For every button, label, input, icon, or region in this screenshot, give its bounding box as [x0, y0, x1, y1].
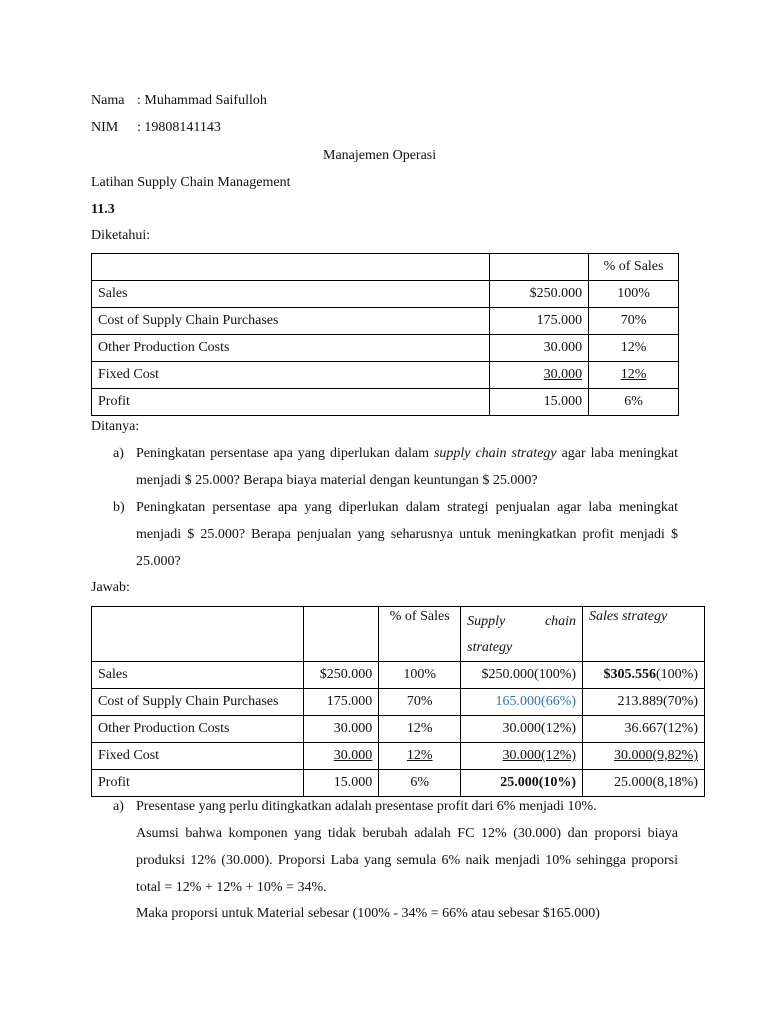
header-cell — [92, 607, 304, 662]
row-percent: 12% — [589, 335, 679, 362]
nim-value: : 19808141143 — [137, 120, 221, 135]
given-table-header — [92, 254, 679, 281]
cell-text: $250.000(100%) — [481, 667, 577, 682]
row-value: 30.000 — [490, 335, 589, 362]
row-label: Sales — [92, 281, 490, 308]
header-cell — [92, 254, 490, 281]
question-b-text: Peningkatan persentase apa yang diperlukan dalam strategi penjualan agar laba meningkat menjadi $ 25.000? Berapa penjualan yang seharusnya untuk meningkatkan profit menjadi $ 25.000? — [136, 500, 678, 569]
header-word: strategy — [467, 640, 513, 655]
row-percent: 12% — [379, 716, 461, 743]
row-supply-chain: 30.000(12%) — [461, 716, 583, 743]
question-a-marker: a) — [113, 446, 124, 461]
row-label: Fixed Cost — [92, 362, 490, 389]
ditanya-label: Ditanya: — [91, 419, 140, 434]
row-percent: 100% — [589, 281, 679, 308]
row-percent: 70% — [589, 308, 679, 335]
row-label: Profit — [92, 389, 490, 416]
row-base-value: $250.000 — [304, 662, 379, 689]
row-percent: 100% — [379, 662, 461, 689]
table-row — [92, 281, 679, 308]
row-sales-strategy — [583, 662, 705, 689]
name-label: Nama — [91, 93, 125, 108]
subtitle: Latihan Supply Chain Management — [91, 175, 291, 190]
row-sales-strategy: 36.667(12%) — [583, 716, 705, 743]
header-cell — [490, 254, 589, 281]
nim-line — [91, 120, 221, 136]
row-value: 15.000 — [490, 389, 589, 416]
row-label: Other Production Costs — [92, 716, 304, 743]
table-row — [92, 389, 679, 416]
row-base-value: 30.000 — [304, 716, 379, 743]
header-word: Supply — [467, 614, 506, 629]
problem-number: 11.3 — [91, 202, 115, 217]
question-b-marker: b) — [113, 500, 125, 515]
header-sales-strategy: Sales strategy — [583, 607, 705, 662]
header-word: chain — [544, 614, 577, 629]
jawab-label: Jawab: — [91, 580, 130, 595]
header-percent-of-sales: % of Sales — [379, 607, 461, 662]
table-row — [92, 308, 679, 335]
diketahui-label: Diketahui: — [91, 228, 151, 243]
table-row — [92, 770, 705, 797]
row-supply-chain: 30.000(12%) — [502, 748, 577, 763]
answer-table — [91, 606, 705, 797]
table-row — [92, 362, 679, 389]
answer-a-line1: Presentase yang perlu ditingkatkan adalah presentase profit dari 6% menjadi 10%. — [136, 799, 597, 814]
row-sales-strategy: 25.000(8,18%) — [583, 770, 705, 797]
question-a-italic: supply chain strategy — [433, 446, 557, 461]
table-row — [92, 335, 679, 362]
cell-text: (100%) — [656, 667, 698, 682]
course-title: Manajemen Operasi — [323, 148, 437, 163]
row-percent: 6% — [589, 389, 679, 416]
answer-table-header — [92, 607, 705, 662]
row-label: Other Production Costs — [92, 335, 490, 362]
row-sales-strategy: 213.889(70%) — [583, 689, 705, 716]
answer-a-marker: a) — [113, 799, 124, 814]
row-percent: 6% — [379, 770, 461, 797]
question-a-part2: agar laba meningkat menjadi $ 25.000? Berapa biaya material dengan keuntungan $ 25.000? — [136, 446, 678, 488]
row-label: Profit — [92, 770, 304, 797]
given-table — [91, 253, 679, 416]
table-row — [92, 689, 705, 716]
row-supply-chain: 165.000(66%) — [461, 689, 583, 716]
table-row — [92, 716, 705, 743]
header-cell — [304, 607, 379, 662]
header-cell: % of Sales — [589, 254, 679, 281]
row-label: Sales — [92, 662, 304, 689]
row-sales-strategy: 30.000(9,82%) — [614, 748, 698, 763]
name-line — [91, 93, 267, 109]
name-value: : Muhammad Saifulloh — [137, 93, 267, 108]
row-percent: 12% — [620, 367, 647, 382]
row-base-value: 175.000 — [304, 689, 379, 716]
row-value: 175.000 — [490, 308, 589, 335]
row-base-value: 30.000 — [333, 748, 373, 763]
nim-label: NIM — [91, 120, 119, 135]
header-supply-chain-strategy — [461, 607, 583, 662]
row-value: 30.000 — [543, 367, 583, 382]
row-label: Cost of Supply Chain Purchases — [92, 308, 490, 335]
row-label: Cost of Supply Chain Purchases — [92, 689, 304, 716]
question-a-text — [136, 440, 678, 494]
table-row — [92, 662, 705, 689]
row-label: Fixed Cost — [92, 743, 304, 770]
question-a-part1: Peningkatan persentase apa yang diperlukan dalam — [136, 446, 434, 461]
answer-a-last-line: Maka proporsi untuk Material sebesar (100% - 34% = 66% atau sebesar $165.000) — [136, 906, 600, 921]
row-value: $250.000 — [490, 281, 589, 308]
row-percent: 70% — [379, 689, 461, 716]
cell-bold-text: $305.556 — [603, 667, 656, 682]
row-percent: 12% — [406, 748, 433, 763]
row-supply-chain: 25.000(10%) — [461, 770, 583, 797]
row-supply-chain — [461, 662, 583, 689]
row-base-value: 15.000 — [304, 770, 379, 797]
answer-a-paragraph: Asumsi bahwa komponen yang tidak berubah adalah FC 12% (30.000) dan proporsi biaya produksi 12% (30.000). Proporsi Laba yang semula 6% naik menjadi 10% sehingga proporsi total = 12% + 12% + 10% = 34%. — [136, 826, 678, 895]
table-row — [92, 743, 705, 770]
